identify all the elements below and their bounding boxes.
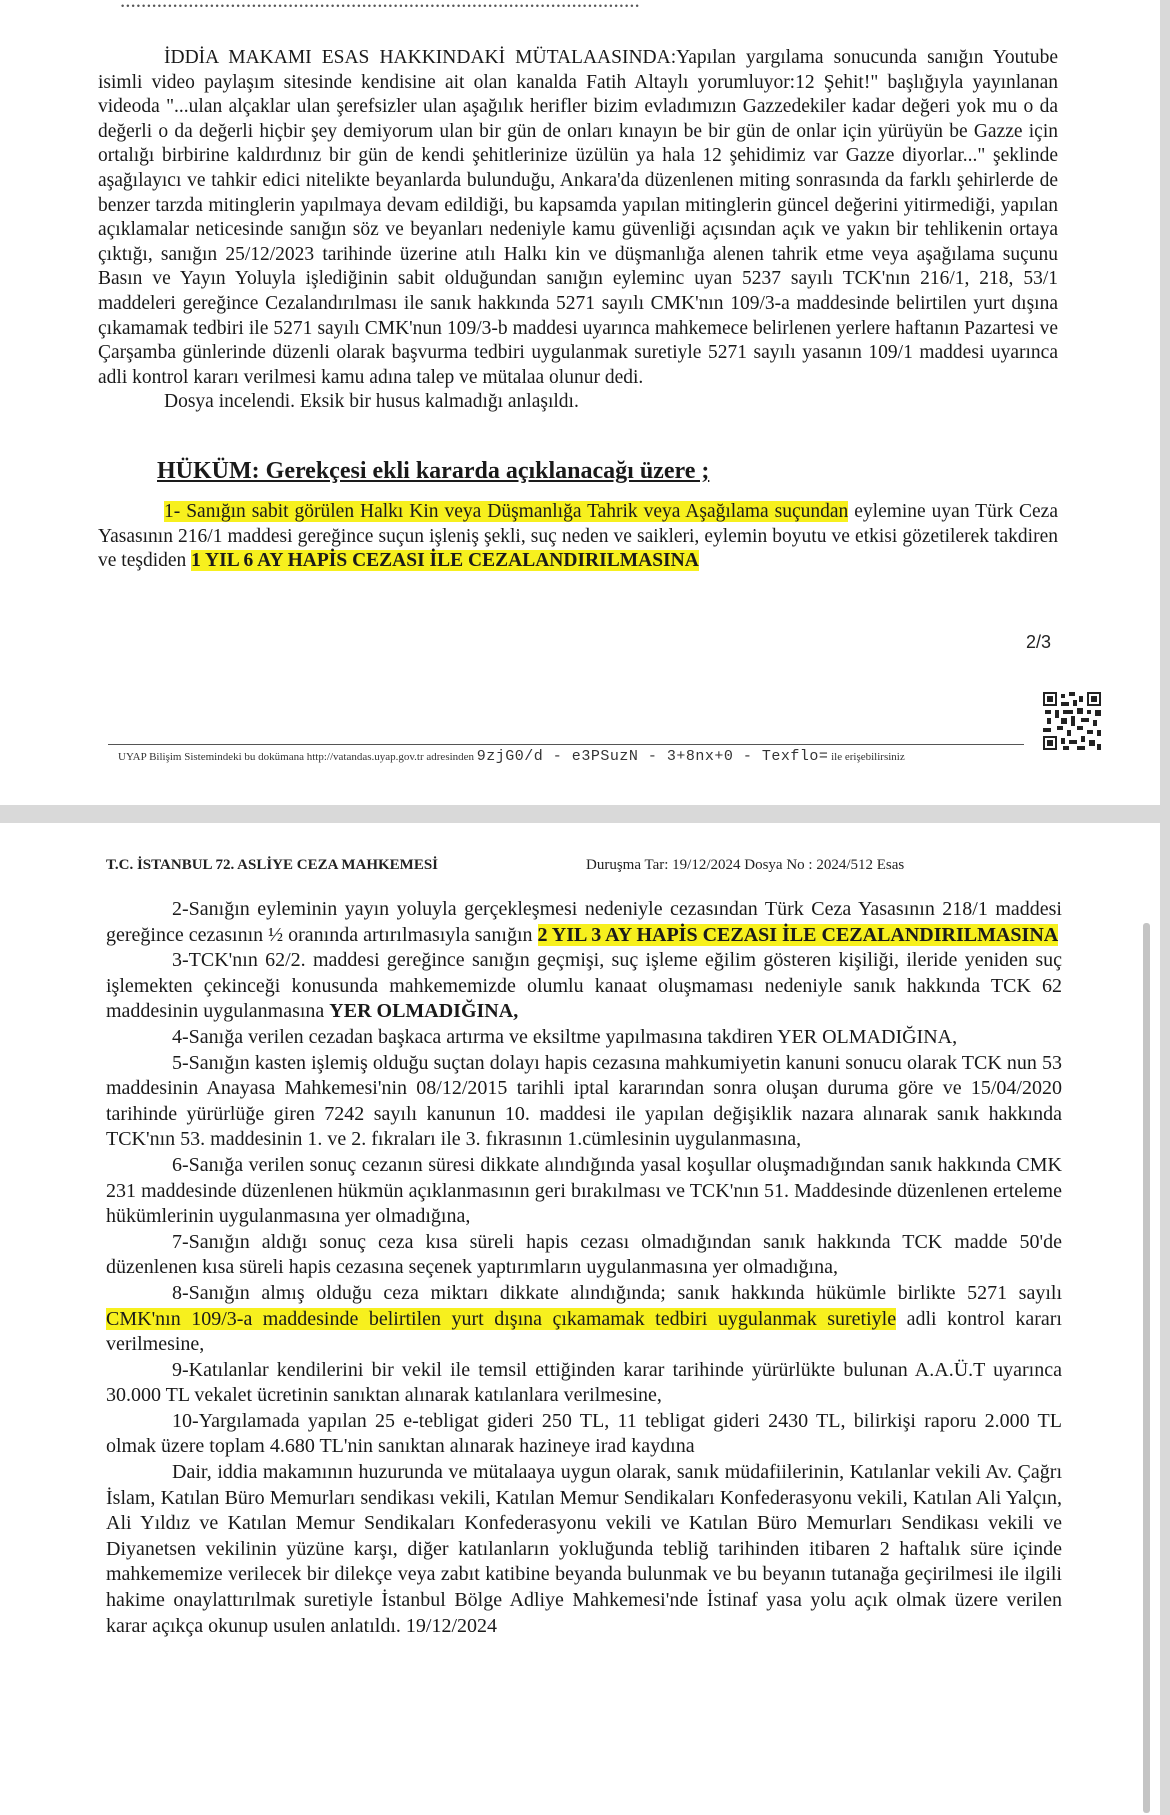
file-examined: Dosya incelendi. Eksik bir husus kalmadığı anlaşıldı. <box>164 391 579 413</box>
hearing-meta: Duruşma Tar: 19/12/2024 Dosya No : 2024/512 Esas <box>586 857 905 873</box>
highlight-offense: 1- Sanığın sabit görülen Halkı Kin veya Düşmanlığa Tahrik veya Aşağılama suçundan <box>164 501 849 522</box>
verdict-title: HÜKÜM: Gerekçesi ekli kararda açıklanacağı üzere ; <box>157 458 710 484</box>
verdict-item-4: 4-Sanığa verilen cezadan başkaca artırma ve eksiltme yapılmasına takdiren YER OLMADIĞINA, <box>172 1025 958 1048</box>
court-name: T.C. İSTANBUL 72. ASLİYE CEZA MAHKEMESİ <box>106 857 439 873</box>
verdict-item-9: 9-Katılanlar kendilerini bir vekil ile temsil ettiğinden karar tarihinde yürürlükte bulunan A.A.Ü.T uyarınca 30.000 TL vekalet ücretinin sanıktan alınarak katılanlara verilmesine, <box>106 1358 1062 1407</box>
verification-code: 9zjG0/d - e3PSuzN - 3+8nx+0 - Texflo= <box>476 748 829 765</box>
verdict-item-3: 3-TCK'nın 62/2. maddesi gereğince sanığın geçmişi, suç işleme eğilim gösteren kişiliği, ileride yeniden suç işlemekten çekinceği konusunda mahkememizde olumlu kanaat oluşmaması nedeniyle sanık hakkında TCK 62 maddesinin uygulanmasına YER OLMADIĞINA, <box>106 949 1062 1023</box>
highlight-travel-ban: CMK'nın 109/3-a maddesinde belirtilen yurt dışına çıkamamak tedbiri uygulanmak suretiyle <box>106 1307 897 1330</box>
uyap-footer: UYAP Bilişim Sistemindeki bu dokümana http://vatandas.uyap.gov.tr adresinden 9zjG0/d - e3PSuzN - 3+8nx+0 - Texflo= ile erişebilirsiniz <box>118 748 905 765</box>
status-time: 15:18 <box>1058 1778 1139 1811</box>
qr-code-icon <box>1043 692 1101 750</box>
verdict-item-6: 6-Sanığa verilen sonuç cezanın süresi dikkate alındığında yasal koşullar oluşmadığından sanık hakkında CMK 231 maddesinde düzenlenen hükmün açıklanmasının geri bırakılması ve TCK'nın 51. Maddesinde düzenlenen erteleme hükümlerinin uygulanmasına yer olmadığına, <box>106 1153 1062 1228</box>
verdict-item-7: 7-Sanığın aldığı sonuç ceza kısa süreli hapis cezası olmadığından sanık hakkında TCK madde 50'de düzenlenen kısa süreli hapis cezasına seçenek yaptırımların uygulanmasına yer olmadığına, <box>106 1230 1062 1279</box>
highlight-sentence-1: 1 YIL 6 AY HAPİS CEZASI İLE CEZALANDIRILMASINA <box>191 550 699 572</box>
footer-rule <box>108 744 1024 745</box>
prosecution-opinion <box>98 46 1058 415</box>
verdict-item-2: 2-Sanığın eyleminin yayın yoluyla gerçekleşmesi nedeniyle cezasından Türk Ceza Yasasının 218/1 maddesi gereğince cezasının ½ oranında artırılmasıyla sanığın 2 YIL 3 AY HAPİS CEZASI İLE CEZALANDIRILMASINA <box>106 898 1062 946</box>
cut-off-line: ................................................................................................... <box>120 0 640 12</box>
verdict-closing: Dair, iddia makamının huzurunda ve mütalaaya uygun olarak, sanık müdafiilerinin, Katılanlar vekili Av. Çağrı İslam, Katılan Büro Memurları sendikası vekili, Katılan Memur Sendikaları Konfederasyonu vekili, Katılan Ali Yalçın, Ali Yıldız ve Katılan Memur Sendikaları Konfederasyonu vekili ve Katılan Büro Memurları Sendikası vekili ve Diyanetsen vekilinin yüzüne karşı, diğer katılanların yokluğunda tebliğ tarihinden itibaren 2 haftalık süre içinde mahkememize verilecek bir dilekçe veya zabıt katibine beyanda bulunmak ve bu beyanın tutanağa geçirilmesi ile ilgili hakime onaylattırılmak suretiyle İstanbul Bölge Adliye Mahkemesi'nde İstinaf yasa yolu açık olmak üzere verilen karar açıkça okunup usulen anlatıldı. 19/12/2024 <box>106 1461 1062 1637</box>
prosecution-text: Yapılan yargılama sonucunda sanığın Youtube isimli video paylaşım sitesinde kendisine ait olan kanalda Fatih Altaylı yorumluyor:12 Şehit!" başlığıyla yayınlanan videoda "...ulan alçaklar ulan şerefsizler ulan aşağılık herifler bizim evladımızın Gazzedekiler kadar değeri yok mu o da değerli o da değerli hiçbir şey demiyorum ulan bir gün de onları kınayın be bir gün de onlar için yürüyün be Gazze için ortalığı birbirine kaldırdınız bir gün de kendi şehitlerinize üzülün ya hala 12 şehidimiz var Gazze diyorlar..." şeklinde aşağılayıcı ve tahkir edici nitelikte beyanlarda bulunduğu, Ankara'da düzenlenen miting sonrasında da farklı şehirlerde de benzer tarzda mitinglerin yapılmaya devam edildiği, bu kapsamda yapılan mitinglerin güncel değerini yitirmediği, yapılan açıklamalar neticesinde sanığın söz ve beyanları nedeniyle kamu güvenliği açısından açık ve yakın bir tehlikenin ortaya çıktığı, sanığın 25/12/2023 tarihinde üzerine atılı Halkı kin ve düşmanlığa alenen tahrik etme veya aşağılama suçunu Basın ve Yayın Yoluyla işlediğinin sabit olduğundan sanığın eyleminc uyan 5237 sayılı TCK'nın 216/1, 218, 53/1 maddeleri gereğince Cezalandırılması ile sanık hakkında 5271 sayılı CMK'nın 109/3-a maddesinde belirtilen yurt dışına çıkamamak tedbiri ile 5271 sayılı CMK'nun 109/3-b maddesi uyarınca mahkemece belirlenen yerlere haftanın Pazartesi ve Çarşamba günlerinde düzenli olarak başvurma tedbiri uygulanmak suretiyle 5271 sayılı yasanın 109/1 maddesi uyarınca adli kontrol kararı verilmesi kamu adına talep ve mütalaa olunur dedi. <box>98 47 1058 388</box>
document-page-1 <box>0 0 1160 805</box>
verdict-item-10: 10-Yargılamada yapılan 25 e-tebligat gideri 250 TL, 11 tebligat gideri 2430 TL, bilirkişi raporu 2.000 TL olmak üzere toplam 4.680 TL'nin sanıktan alınarak hazineye irad kaydına <box>106 1409 1062 1458</box>
highlight-sentence-2: 2 YIL 3 AY HAPİS CEZASI İLE CEZALANDIRILMASINA <box>537 923 1059 946</box>
page-number: 2/3 <box>1026 632 1052 652</box>
verdict-item-5: 5-Sanığın kasten işlemiş olduğu suçtan dolayı hapis cezasına mahkumiyetin kanuni sonucu olarak TCK nun 53 maddesinin Anayasa Mahkemesi'nin 08/12/2015 tarihli iptal kararından sonra oluşan duruma göre ve 15/04/2020 tarihinde yürürlüğe giren 7242 sayılı kanunun 10. maddesi ile yapılan değişiklik nazara alınarak sanık hakkında TCK'nın 53. maddesinin 1. ve 2. fıkraları ile 3. fıkrasının 1.cümlesinin uygulanmasına, <box>106 1051 1062 1151</box>
document-page-2 <box>0 823 1160 1815</box>
verdict-item-8: 8-Sanığın almış olduğu ceza miktarı dikkate alındığında; sanık hakkında hükümle birlikte 5271 sayılı CMK'nın 109/3-a maddesinde belirtilen yurt dışına çıkamamak tedbiri uygulanmak suretiyle adli kontrol kararı verilmesine, <box>106 1281 1062 1356</box>
verdict-items <box>106 897 1062 1639</box>
prosecution-heading: İDDİA MAKAMI ESAS HAKKINDAKİ MÜTALAASINDA: <box>164 47 677 68</box>
verdict-item-1: 1- Sanığın sabit görülen Halkı Kin veya Düşmanlığa Tahrik veya Aşağılama suçundan eylemine uyan Türk Ceza Yasasının 216/1 maddesi gereğince suçun işleniş şekli, suç neden ve saikleri, eylemin boyutu ve etkisi gözetilerek takdiren ve teşdiden 1 YIL 6 AY HAPİS CEZASI İLE CEZALANDIRILMASINA <box>98 501 1058 572</box>
scrollbar[interactable] <box>1143 923 1150 1813</box>
